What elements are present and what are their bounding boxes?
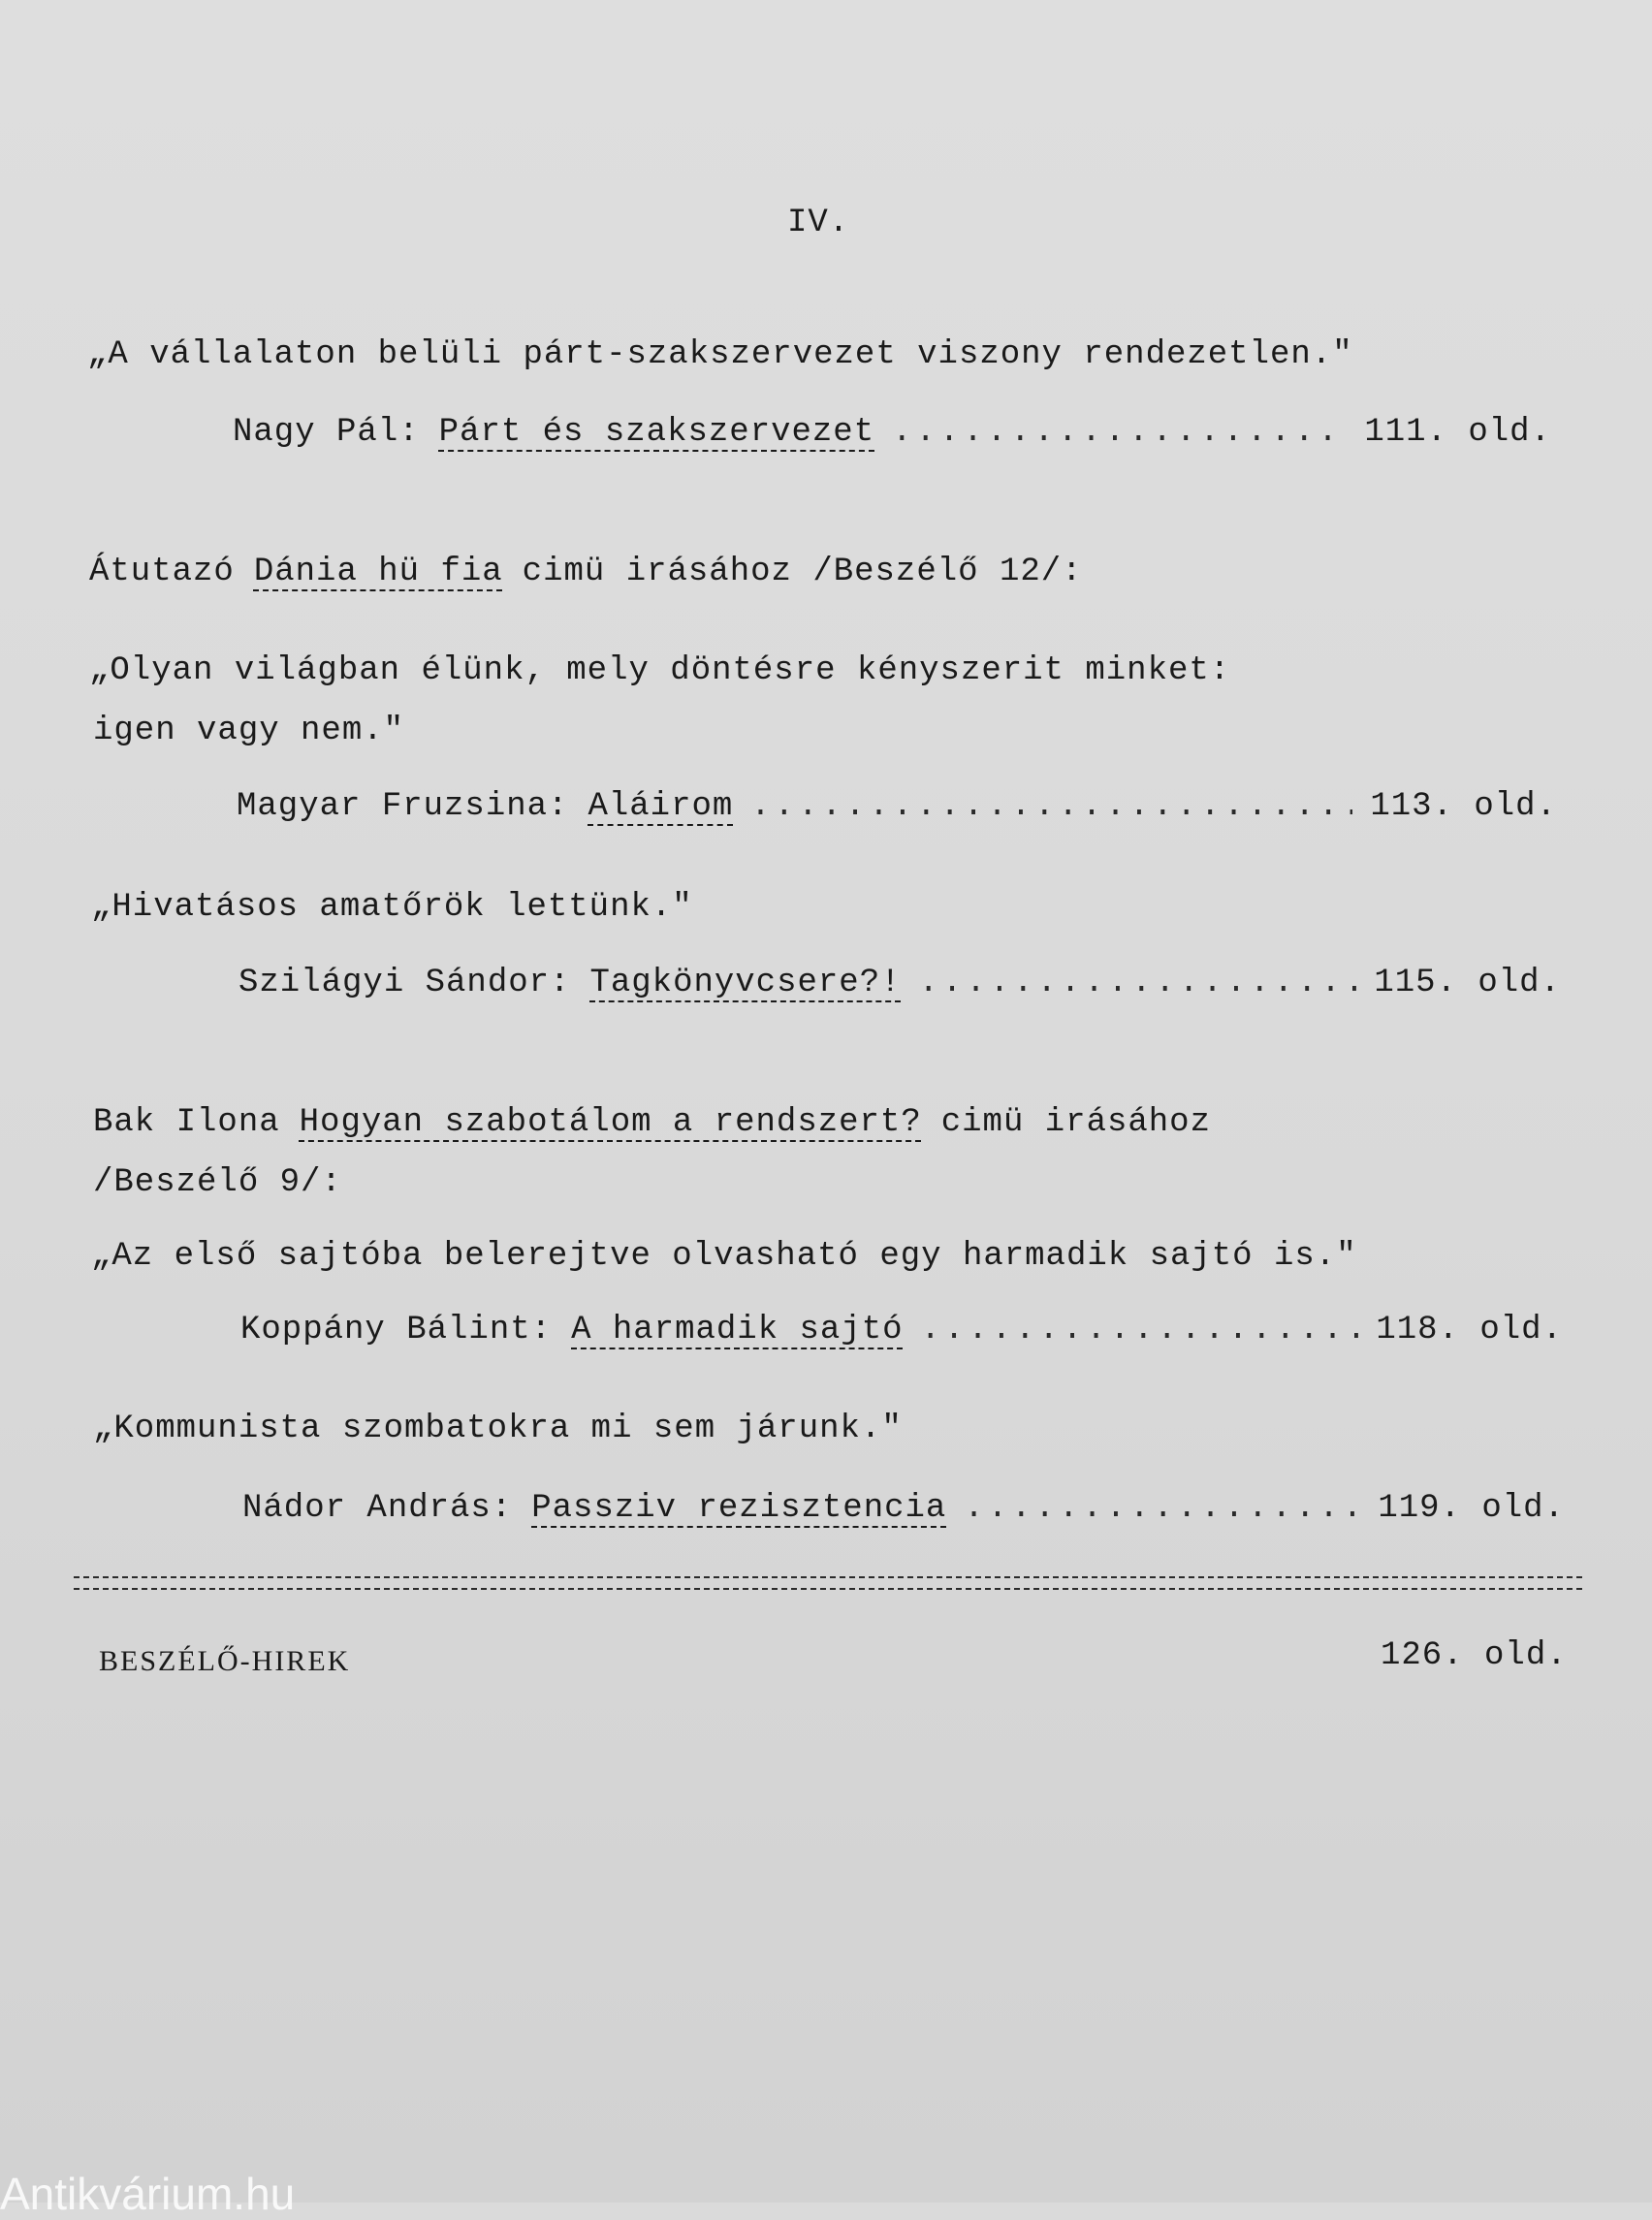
intro-suffix: cimü irásához [940,1104,1211,1141]
quote-world-line1: „Olyan világban élünk, mely döntésre kényszerit minket: [89,652,1231,689]
quote-world-line2: igen vagy nem." [93,713,405,749]
quote-press: „Az első sajtóba belerejtve olvasható egy harmadik sajtó is." [91,1238,1357,1275]
entry-author: Nádor András: [242,1490,513,1527]
entry-page: 119. old. [1378,1490,1565,1527]
page-number: IV. [787,205,850,241]
footer-label: BESZÉLŐ-HIREK [99,1645,351,1677]
leader-dots [921,1311,1359,1349]
watermark-logo: Antikvárium.hu [0,2169,296,2219]
toc-entry-part-es-szakszervezet [233,413,1551,452]
intro-title: Dánia hü fia [253,554,503,590]
entry-title: A harmadik sajtó [571,1312,904,1348]
intro-prefix: Átutazó [89,554,235,590]
quote-saturdays: „Kommunista szombatokra mi sem járunk." [93,1411,903,1447]
quote-party-union: „A vállalaton belüli párt-szakszervezet viszony rendezetlen." [87,336,1353,373]
intro-title: Hogyan szabotálom a rendszert? [299,1104,922,1141]
leader-dots [892,413,1347,452]
intro-suffix: cimü irásához /Beszélő 12/: [522,554,1083,590]
leader-dots [750,787,1352,826]
toc-entry-tagkonyvcsere [238,964,1561,1002]
entry-title: Aláirom [588,788,734,825]
entry-title: Párt és szakszervezet [438,414,875,451]
leader-dots [964,1489,1360,1528]
toc-entry-passziv-rezisztencia [242,1489,1565,1528]
entry-author: Szilágyi Sándor: [238,965,571,1001]
double-rule-divider [74,1576,1582,1590]
entry-page: 113. old. [1370,788,1557,825]
quote-amateurs: „Hivatásos amatőrök lettünk." [91,889,693,926]
entry-page: 115. old. [1374,965,1561,1001]
footer-page: 126. old. [1381,1637,1568,1674]
leader-dots [919,964,1357,1002]
entry-title: Passziv rezisztencia [531,1490,947,1527]
entry-author: Koppány Bálint: [240,1312,553,1348]
section-intro-dania [89,553,1083,591]
entry-author: Magyar Fruzsina: [237,788,569,825]
toc-entry-alairom [237,787,1557,826]
entry-title: Tagkönyvcsere?! [589,965,902,1001]
entry-author: Nagy Pál: [233,414,420,451]
toc-entry-harmadik-sajto [240,1311,1563,1349]
section-intro-szabotalom [93,1103,1211,1142]
intro-prefix: Bak Ilona [93,1104,280,1141]
entry-page: 118. old. [1376,1312,1563,1348]
entry-page: 111. old. [1364,414,1551,451]
section-intro-line2: /Beszélő 9/: [93,1164,342,1201]
